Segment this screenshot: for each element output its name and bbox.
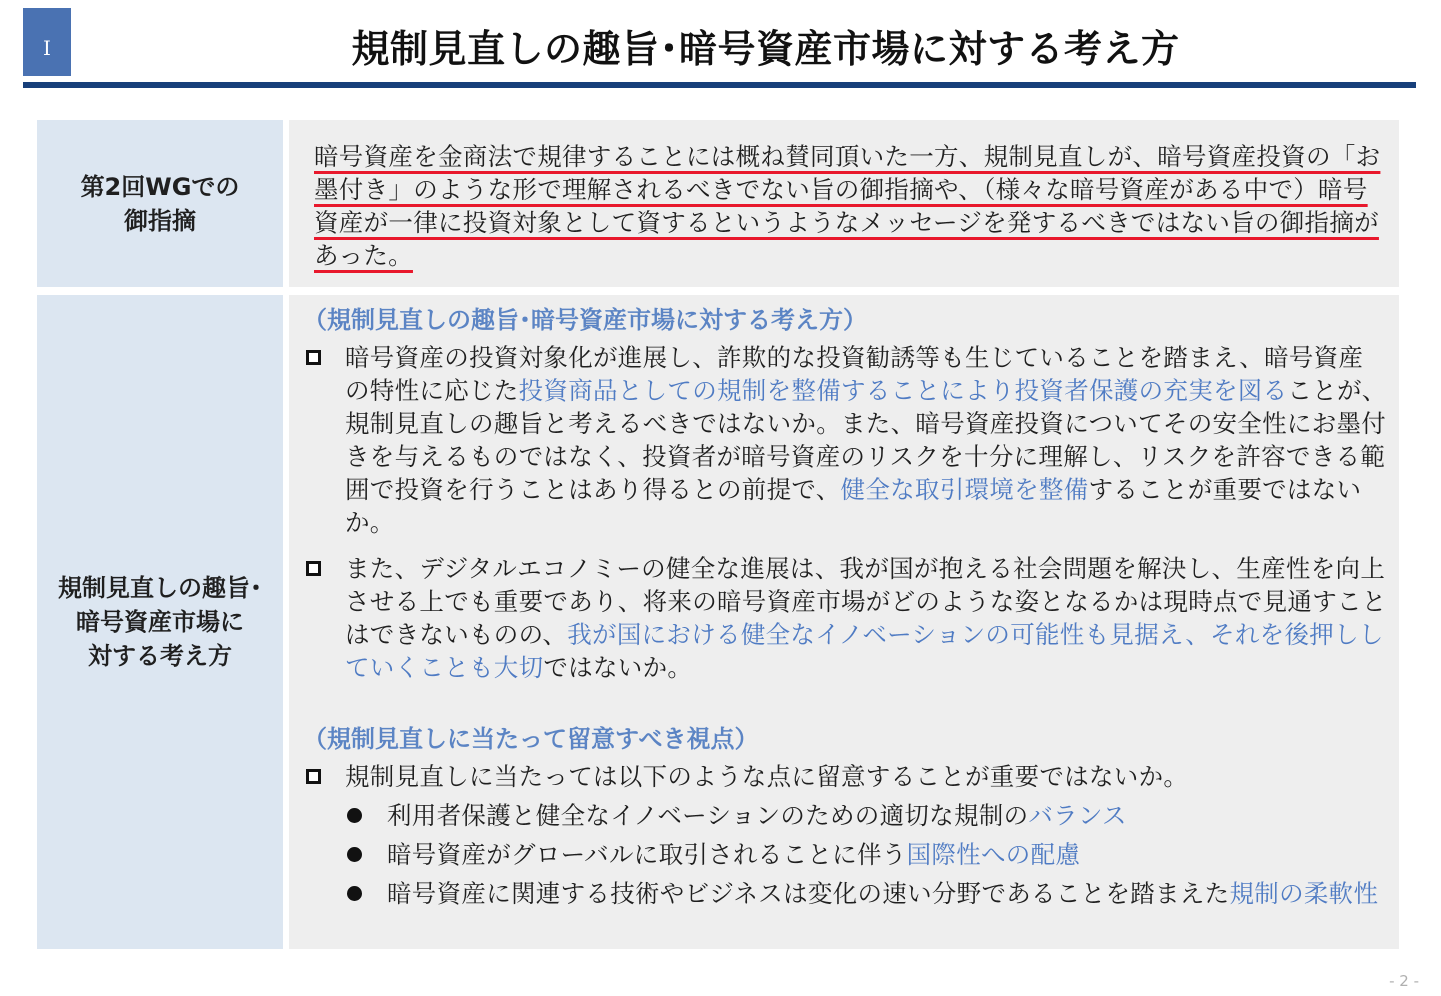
item1-part3: することが重要ではないか。 (345, 475, 1362, 537)
item1-highlight1: 投資商品としての規制を整備することにより投資者保護の充実を図る (518, 376, 1288, 405)
bullet-3-highlight: 規制の柔軟性 (1229, 879, 1379, 908)
item1-part1: 暗号資産の投資対象化が進展し、詐欺的な投資勧誘等も生じていることを踏まえ、暗号資産の特性に応じた (345, 343, 1364, 405)
row2-label-cell (37, 295, 283, 949)
checkbox-square-icon (306, 561, 321, 576)
item1-text (345, 341, 1387, 539)
bullet-3-text: 暗号資産に関連する技術やビジネスは変化の速い分野であることを踏まえた (387, 879, 1230, 908)
bullet-dot-icon (347, 808, 362, 823)
wg-comment-text (314, 140, 1386, 272)
bullet-2 (387, 838, 1387, 871)
row1-label-line2: 御指摘 (124, 206, 196, 235)
section1-heading: （規制見直しの趣旨･暗号資産市場に対する考え方） (303, 306, 867, 334)
item2-part1: また、デジタルエコノミーの健全な進展は、我が国が抱える社会問題を解決し、生産性を向上させる上でも重要であり、将来の暗号資産市場がどのような姿となるかは現時点で見通すことはできないものの、 (345, 554, 1387, 649)
page-number: - 2 - (1389, 972, 1419, 990)
section-marker: I (43, 36, 51, 60)
row1-label-line1: 第2回WGでの (80, 172, 240, 201)
row1-content-cell (289, 120, 1399, 287)
wg-comment-underlined: 暗号資産を金商法で規律することには概ね賛同頂いた一方、規制見直しが、暗号資産投資の「お墨付き」のような形で理解されるべきでない旨の御指摘や、（様々な暗号資産がある中で）暗号資産が一律に投資対象として資するというようなメッセージを発するべきではない旨の御指摘があった。 (314, 142, 1381, 270)
checkbox-square-icon (306, 769, 321, 784)
item2-highlight: 我が国における健全なイノベーションの可能性も見据え、それを後押ししていくことも大切 (345, 620, 1384, 682)
bullet-dot-icon (347, 886, 362, 901)
item2-text (345, 552, 1387, 684)
row1-label-cell (37, 120, 283, 287)
item1-part2: ことが、規制見直しの趣旨と考えるべきではないか。また、暗号資産投資についてその安全性にお墨付きを与えるものではなく、投資者が暗号資産のリスクを十分に理解し、リスクを許容できる範囲で投資を行うことはあり得るとの前提で、 (345, 376, 1387, 504)
section-badge (23, 8, 71, 76)
bullet-dot-icon (347, 847, 362, 862)
row2-label-line1: 規制見直しの趣旨･ (58, 574, 262, 602)
item1-highlight2: 健全な取引環境を整備 (840, 475, 1089, 504)
title-rule (23, 82, 1416, 88)
bullet-2-highlight: 国際性への配慮 (906, 840, 1081, 869)
row2-label-line2: 暗号資産市場に (76, 608, 244, 636)
item3-text: 規制見直しに当たっては以下のような点に留意することが重要ではないか。 (345, 762, 1189, 791)
bullet-2-text: 暗号資産がグローバルに取引されることに伴う (387, 840, 907, 869)
bullet-1 (387, 799, 1387, 832)
item2-part2: ではないか。 (543, 653, 693, 682)
row2-label-line3: 対する考え方 (88, 642, 232, 670)
page-title: 規制見直しの趣旨･暗号資産市場に対する考え方 (351, 27, 1180, 71)
checkbox-square-icon (306, 350, 321, 365)
bullet-1-highlight: バランス (1028, 801, 1127, 830)
bullet-3 (387, 877, 1387, 910)
bullet-1-text: 利用者保護と健全なイノベーションのための適切な規制の (387, 801, 1029, 830)
row2-content-cell (289, 295, 1399, 949)
section2-heading: （規制見直しに当たって留意すべき視点） (303, 725, 759, 753)
